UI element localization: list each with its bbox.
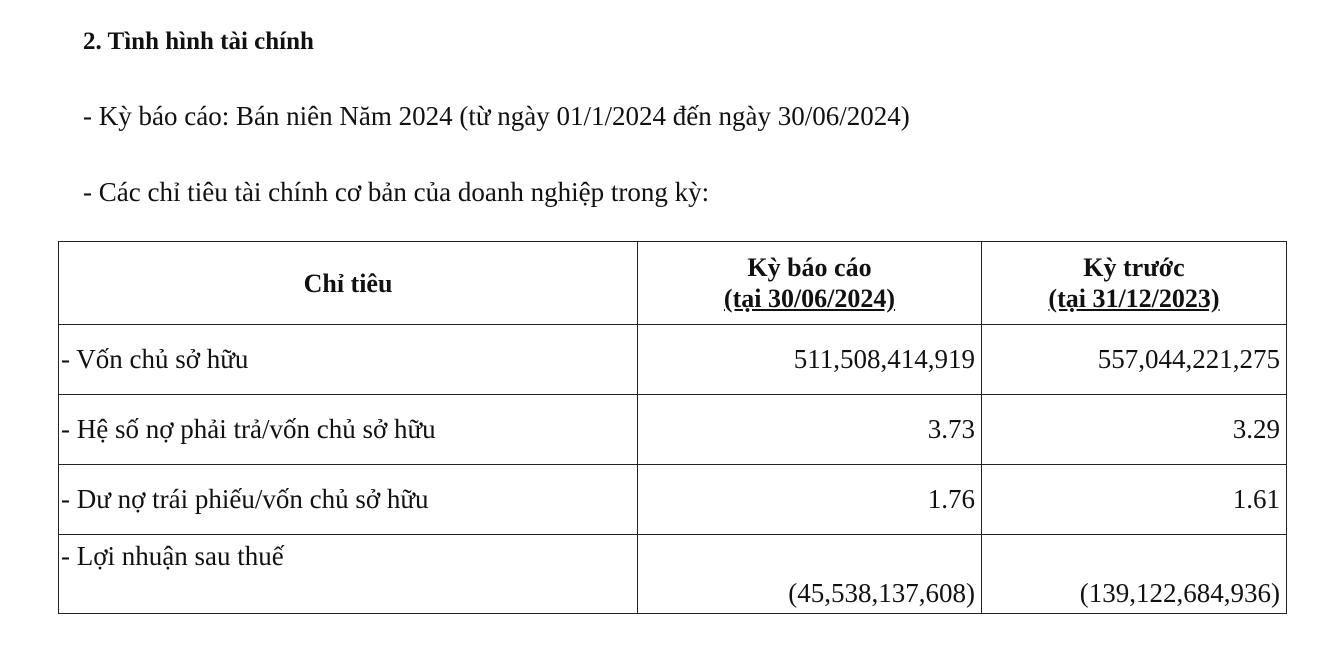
header-indicator: Chỉ tiêu [59, 242, 638, 325]
row-current-value: 3.73 [638, 395, 982, 465]
row-label: - Hệ số nợ phải trả/vốn chủ sở hữu [59, 395, 638, 465]
row-previous-value: 557,044,221,275 [982, 325, 1287, 395]
table-row [59, 395, 1287, 465]
table-header-row [59, 242, 1287, 325]
header-current-date: (tại 30/06/2024) [723, 284, 896, 313]
row-current-value: 1.76 [638, 465, 982, 535]
report-period-line: - Kỳ báo cáo: Bán niên Năm 2024 (từ ngày 01/1/2024 đến ngày 30/06/2024) [83, 101, 910, 131]
financial-indicators-table [58, 241, 1287, 614]
row-previous-value: (139,122,684,936) [982, 535, 1287, 614]
table-row [59, 325, 1287, 395]
section-heading: 2. Tình hình tài chính [83, 28, 314, 55]
row-label: - Lợi nhuận sau thuế [59, 535, 638, 614]
row-label: - Dư nợ trái phiếu/vốn chủ sở hữu [59, 465, 638, 535]
table-row [59, 535, 1287, 614]
indicators-intro-line: - Các chỉ tiêu tài chính cơ bản của doanh nghiệp trong kỳ: [83, 177, 710, 207]
row-label: - Vốn chủ sở hữu [59, 325, 638, 395]
row-current-value: (45,538,137,608) [638, 535, 982, 614]
table-row [59, 465, 1287, 535]
header-current-period [638, 242, 982, 325]
row-previous-value: 3.29 [982, 395, 1287, 465]
header-previous-date: (tại 31/12/2023) [1048, 284, 1220, 313]
row-previous-value: 1.61 [982, 465, 1287, 535]
header-previous-period [982, 242, 1287, 325]
row-current-value: 511,508,414,919 [638, 325, 982, 395]
header-current-title: Kỳ báo cáo [747, 253, 872, 282]
header-previous-title: Kỳ trước [1083, 253, 1185, 282]
